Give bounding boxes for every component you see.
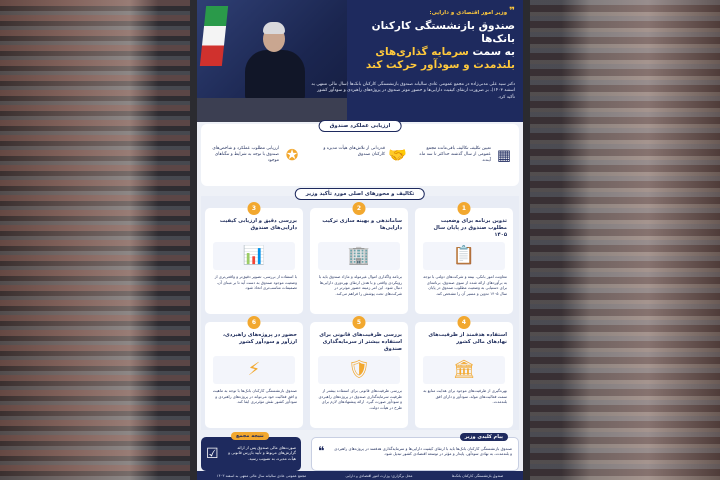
footer-bar xyxy=(197,471,523,480)
blurred-background-left xyxy=(0,0,190,480)
task-card xyxy=(415,319,513,428)
keynote-box xyxy=(311,434,519,471)
footer-item: محل برگزاری: وزارت امور اقتصادی و دارایی xyxy=(345,473,413,478)
result-box xyxy=(201,433,301,471)
performance-item xyxy=(415,144,515,174)
checklist-icon: ☑ xyxy=(206,446,219,462)
bank-icon: 🏛 xyxy=(423,356,505,384)
performance-section xyxy=(201,124,519,186)
task-title: استفاده هدفمند از ظرفیت‌های نهادهای مالی کشور xyxy=(428,332,507,345)
task-text: معاونت امور بانکی، بیمه و شرکت‌های دولتی با توجه به برآوردهای ارائه شده از سوی صندوق، برنامه‌ای برای دستیابی به وضعیت مطلوب صندوق در پایان سال ۱۴۰۵ تدوین و مسیر آن را مشخص کند. xyxy=(423,274,507,296)
footer-item: مجمع عمومی عادی سالیانه سال مالی منتهی به اسفند ۱۴۰۳ xyxy=(216,473,307,478)
headline xyxy=(335,20,515,72)
task-card xyxy=(415,205,513,314)
performance-item-text: ارزیابی مطلوب عملکرد و شاخص‌های صندوق با توجه به شرایط و تنگناهای موجود xyxy=(212,146,279,164)
task-text: صندوق بازنشستگی کارکنان بانک‌ها با توجه به ماهیت و افق فعالیت خود می‌تواند در پروژه‌های راهبردی و سودآور کشور نقش مؤثرتری ایفا کند. xyxy=(212,388,297,405)
hero-lead: دکتر سید علی مدنی‌زاده در مجمع عمومی عادی سالیانه صندوق بازنشستگی کارکنان بانک‌ها (سال مالی منتهی به اسفند ۱۴۰۳)، بر ضرورت ارتقای کیفیت دارایی‌ها و حضور موثر صندوق در پروژه‌های راهبردی و سودآور کشور تأکید کرد. xyxy=(311,82,515,100)
person-hair xyxy=(263,22,285,34)
performance-item xyxy=(203,144,303,174)
performance-item-text: تعیین تکلیف تکالیف باقی‌مانده مجمع عمومی از سال گذشته حداکثر تا سه ماه آینده. xyxy=(419,146,491,164)
hero-text xyxy=(335,6,515,72)
medal-icon: ✪ xyxy=(285,146,299,164)
headline-line-2a: به سمت xyxy=(472,46,515,58)
clipboard-icon: 📋 xyxy=(423,242,505,270)
headline-line-3: بلندمدت و سودآور حرکت کند xyxy=(365,59,515,71)
task-title: بررسی ظرفیت‌های قانونی برای استفاده بیشتر از سرمایه‌گذاری صندوق xyxy=(319,332,402,352)
infographic-poster xyxy=(197,0,523,480)
task-number: 2 xyxy=(353,202,366,215)
tasks-section xyxy=(201,191,519,430)
task-number: 5 xyxy=(353,316,366,329)
task-card xyxy=(205,205,303,314)
flag-icon xyxy=(200,6,228,66)
task-title: بررسی دقیق و ارزیابی کیفیت دارایی‌های صندوق xyxy=(219,218,297,231)
task-number: 1 xyxy=(458,202,471,215)
performance-item xyxy=(309,144,409,174)
task-title: حضور در پروژه‌های راهبردی، ارزآور و سودآور کشور xyxy=(223,332,297,345)
keynote-label: پیام کلیدی وزیر xyxy=(460,433,508,441)
quote-icon: ❝ xyxy=(318,444,325,458)
blurred-background-right xyxy=(530,0,720,480)
task-text: با استفاده از بررسی، تصویر دقیق‌تر و واقعی‌تری از وضعیت موجود صندوق به دست آید تا بر مبنای آن، تصمیمات مناسب‌تری اتخاذ شود. xyxy=(214,274,297,291)
result-label: نتیجه مجمع xyxy=(231,432,269,440)
building-icon: 🏢 xyxy=(318,242,400,270)
task-title: ساماندهی و بهینه سازی ترکیب دارایی‌ها xyxy=(322,218,402,231)
task-card xyxy=(310,319,408,428)
task-text: برنامه واگذاری اموال غیرمولد و مازاد صندوق باید با رویکردی واقعی و با هدف ارتقای بهره‌وری دارایی‌ها دنبال شود. این امر زمینه حضور موثرتر در شرکت‌های تحت پوشش را فراهم می‌کند. xyxy=(318,274,402,296)
headline-line-1: صندوق بازنشستگی کارکنان بانک‌ها xyxy=(371,20,515,45)
task-text: بررسی ظرفیت‌های قانونی برای استفاده بیشتر از ظرفیت سرمایه‌گذاری صندوق در پروژه‌های راهبردی و سودآور صورت گیرد. ارائه پیشنهادهای لازم برای طرح در هیأت دولت. xyxy=(318,388,402,410)
task-card xyxy=(310,205,408,314)
minister-photo xyxy=(197,0,347,122)
quote-icon: ❞ xyxy=(509,6,515,17)
person-body xyxy=(245,50,305,100)
calendar-icon: ▦ xyxy=(496,146,512,164)
headline-line-2b: سرمایه گذاری‌های xyxy=(375,46,469,58)
chart-icon: 📊 xyxy=(213,242,295,270)
footer-item: صندوق بازنشستگی کارکنان بانک‌ها xyxy=(451,473,504,478)
headline-line-2 xyxy=(335,46,515,59)
task-title: تدوین برنامه برای وضعیت مطلوب صندوق در پایان سال ۱۴۰۵ xyxy=(433,218,507,238)
handshake-icon: 🤝 xyxy=(388,146,407,164)
task-card xyxy=(205,319,303,428)
hero-kicker: وزیر امور اقتصادی و دارایی: xyxy=(429,10,508,16)
tasks-title: تکالیف و محورهای اصلی مورد تأکید وزیر xyxy=(295,188,425,200)
task-number: 3 xyxy=(248,202,261,215)
task-number: 6 xyxy=(248,316,261,329)
performance-item-text: قدردانی از تلاش‌های هیأت مدیره و کارکنان صندوق xyxy=(323,146,385,158)
keynote-text: صندوق بازنشستگی کارکنان بانک‌ها باید با ارتقای کیفیت دارایی‌ها و سرمایه‌گذاری هدفمند در پروژه‌های راهبردی و بلندمدت، به نهادی سودآور، پایدار و مؤثر در توسعه اقتصادی کشور تبدیل شود. xyxy=(334,446,512,457)
power-tower-icon: ⚡ xyxy=(213,356,295,384)
hero-banner xyxy=(197,0,523,122)
task-number: 4 xyxy=(458,316,471,329)
task-text: بهره‌گیری از ظرفیت‌های موجود برای هدایت منابع به سمت فعالیت‌های مولد، سودآور و دارای افق بلندمدت. xyxy=(423,388,507,405)
performance-title: ارزیابی عملکرد صندوق xyxy=(319,120,402,132)
desk xyxy=(197,98,347,122)
shield-icon: 🛡 xyxy=(318,356,400,384)
result-text: صورت‌های مالی صندوق پس از ارائه گزارش‌های مربوط و تأیید بازرس قانونی و هیأت مدیره، به تصویب رسید. xyxy=(228,445,296,461)
